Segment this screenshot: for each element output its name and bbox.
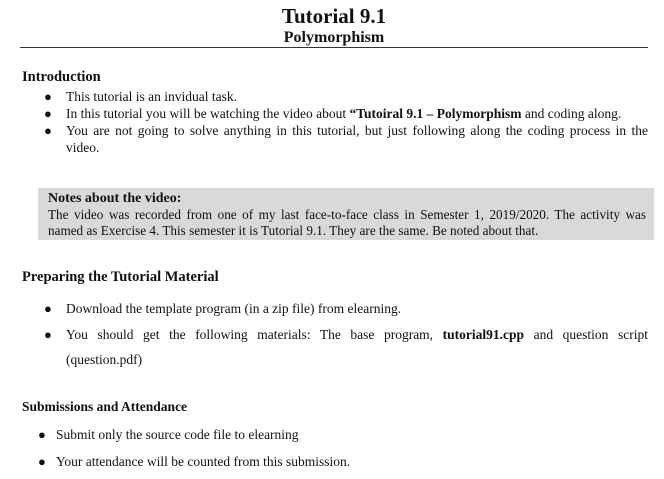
list-item-text: You are not going to solve anything in this tutorial, but just following along the coding process in the video. bbox=[66, 123, 648, 155]
list-item bbox=[44, 105, 648, 122]
submissions-list bbox=[38, 424, 648, 478]
list-item-text: Download the template program (in a zip file) from elearning. bbox=[66, 301, 402, 316]
bullet-icon: ● bbox=[44, 106, 52, 121]
list-item-text: Your attendance will be counted from this submission. bbox=[56, 454, 351, 469]
bullet-icon: ● bbox=[44, 327, 52, 342]
list-item bbox=[38, 424, 648, 446]
list-item bbox=[44, 296, 648, 321]
bullet-icon: ● bbox=[44, 301, 52, 316]
list-item-text-end: and coding along. bbox=[521, 106, 622, 121]
list-item-text: Submit only the source code file to elearning bbox=[56, 427, 299, 442]
list-item-text-start: You should get the following materials: The base program, bbox=[66, 327, 443, 342]
list-item-text: This tutorial is an invidual task. bbox=[66, 89, 237, 104]
header-divider bbox=[20, 47, 648, 48]
list-item bbox=[38, 451, 648, 473]
introduction-list bbox=[44, 88, 648, 156]
notes-title: Notes about the video: bbox=[48, 191, 182, 206]
notes-box bbox=[38, 188, 654, 240]
document-header bbox=[20, 4, 648, 48]
list-item bbox=[44, 88, 648, 105]
list-item bbox=[44, 122, 648, 156]
video-title: “Tutoiral 9.1 – Polymorphism bbox=[349, 106, 522, 121]
bullet-icon: ● bbox=[38, 427, 46, 442]
list-item bbox=[44, 322, 648, 372]
list-item-text-start: In this tutorial you will be watching the video about bbox=[66, 106, 350, 121]
bullet-icon: ● bbox=[38, 454, 46, 469]
list-item-text-end: and question script (question.pdf) bbox=[66, 327, 648, 367]
document-subtitle: Polymorphism bbox=[283, 29, 385, 46]
program-filename: tutorial91.cpp bbox=[442, 327, 525, 342]
bullet-icon: ● bbox=[44, 123, 52, 138]
document-title: Tutorial 9.1 bbox=[281, 4, 387, 28]
preparing-list bbox=[44, 296, 648, 373]
preparing-heading: Preparing the Tutorial Material bbox=[22, 269, 219, 285]
bullet-icon: ● bbox=[44, 89, 52, 104]
notes-body: The video was recorded from one of my last face-to-face class in Semester 1, 2019/2020. The activity was named as Exercise 4. This semester it is Tutorial 9.1. They are the same. Be noted about that. bbox=[48, 207, 646, 238]
introduction-heading: Introduction bbox=[22, 69, 101, 85]
submissions-heading: Submissions and Attendance bbox=[22, 399, 188, 414]
